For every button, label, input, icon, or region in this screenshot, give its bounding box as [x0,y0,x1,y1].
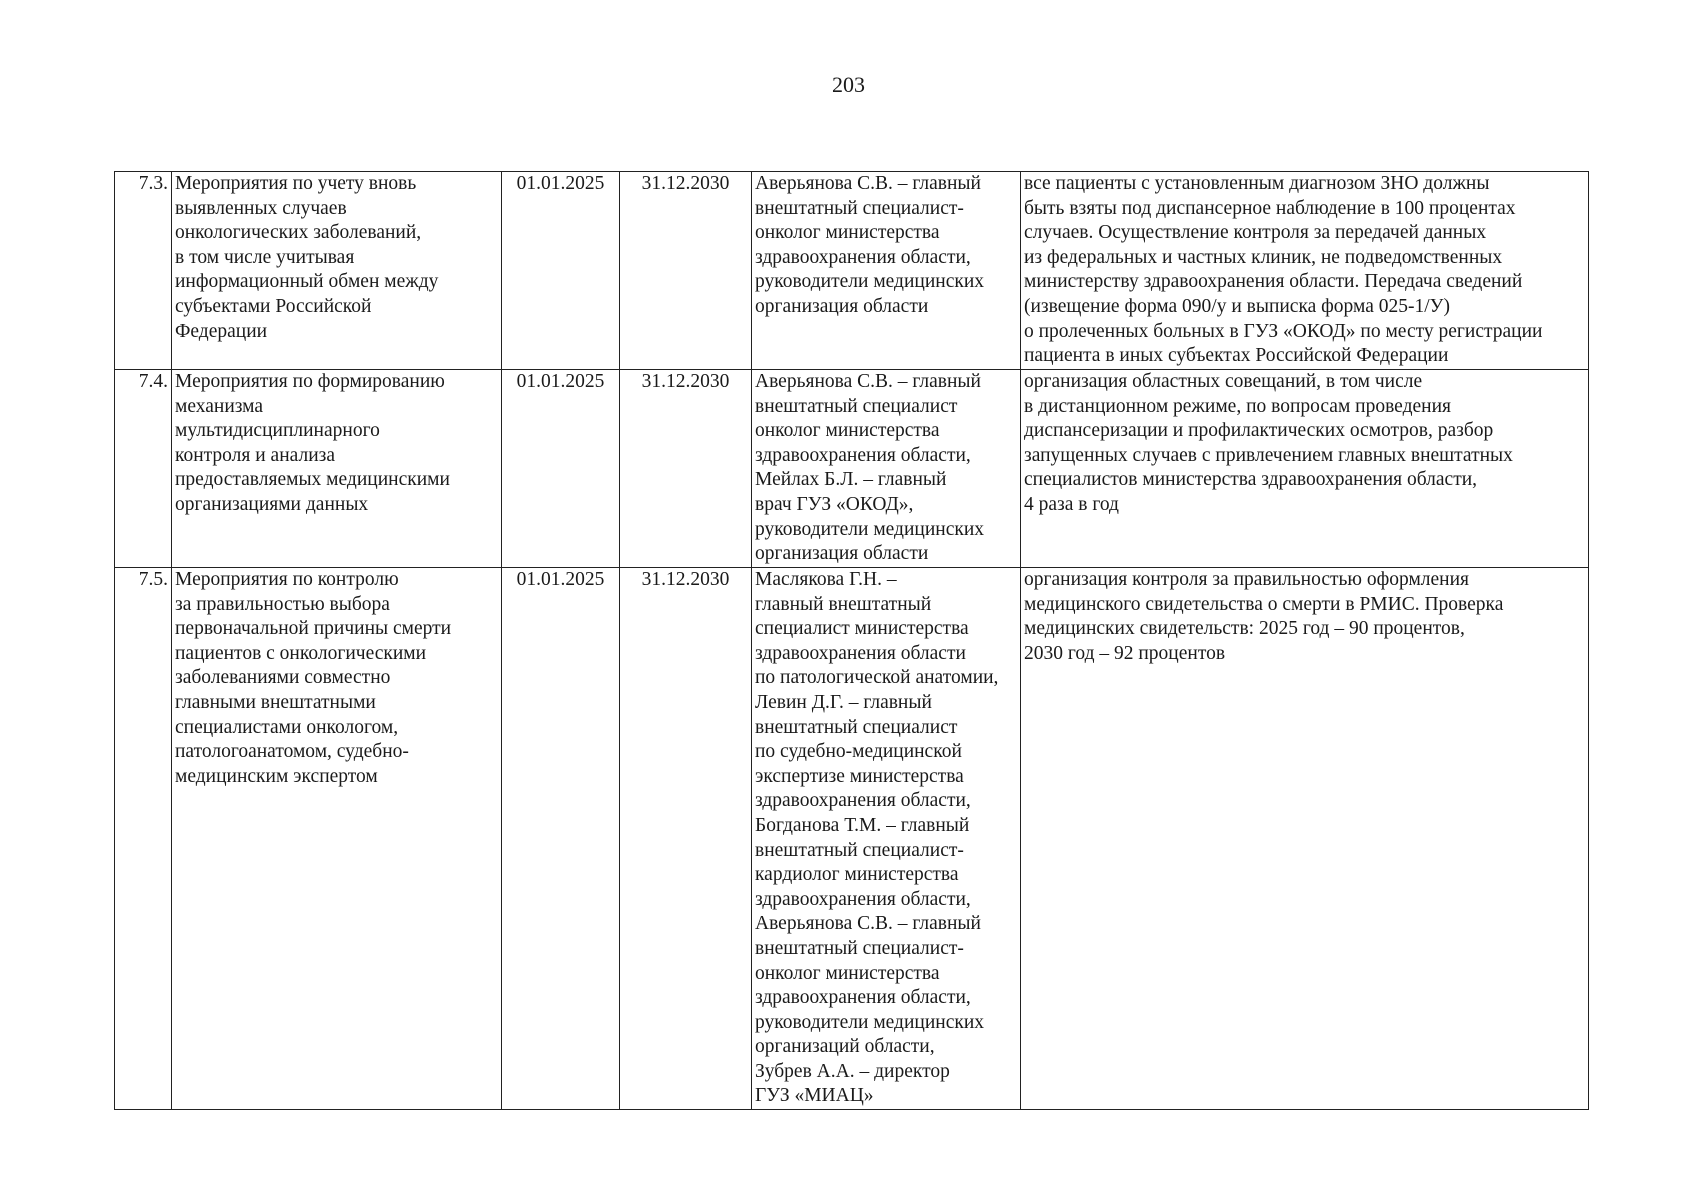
activity-name: Мероприятия по формированию механизма мультидисциплинарного контроля и анализа предоставляемых медицинскими организациями данных [172,370,502,568]
start-date: 01.01.2025 [502,568,620,1110]
end-date: 31.12.2030 [620,172,752,370]
start-date: 01.01.2025 [502,370,620,568]
page-number: 203 [832,72,865,97]
activities-table [114,171,1589,1110]
expected-result: организация областных совещаний, в том числе в дистанционном режиме, по вопросам проведения диспансеризации и профилактических осмотров, разбор запущенных случаев с привлечением главных внештатных специалистов министерства здравоохранения области, 4 раза в год [1021,370,1589,568]
table-row [115,172,1589,370]
row-number: 7.5. [115,568,172,1110]
responsible-persons: Аверьянова С.В. – главный внештатный специалист- онколог министерства здравоохранения области, руководители медицинских организация области [752,172,1021,370]
table-row [115,370,1589,568]
expected-result: все пациенты с установленным диагнозом ЗНО должны быть взяты под диспансерное наблюдение в 100 процентах случаев. Осуществление контроля за передачей данных из федеральных и частных клиник, не подведомственных министерству здравоохранения области. Передача сведений (извещение форма 090/у и выписка форма 025-1/У) о пролеченных больных в ГУЗ «ОКОД» по месту регистрации пациента в иных субъектах Российской Федерации [1021,172,1589,370]
responsible-persons: Маслякова Г.Н. – главный внештатный специалист министерства здравоохранения области по патологической анатомии, Левин Д.Г. – главный внештатный специалист по судебно-медицинской экспертизе министерства здравоохранения области, Богданова Т.М. – главный внештатный специалист- кардиолог министерства здравоохранения области, Аверьянова С.В. – главный внештатный специалист- онколог министерства здравоохранения области, руководители медицинских организаций области, Зубрев А.А. – директор ГУЗ «МИАЦ» [752,568,1021,1110]
end-date: 31.12.2030 [620,568,752,1110]
activity-name: Мероприятия по контролю за правильностью выбора первоначальной причины смерти пациентов с онкологическими заболеваниями совместно главными внештатными специалистами онкологом, патологоанатомом, судебно- медицинским экспертом [172,568,502,1110]
end-date: 31.12.2030 [620,370,752,568]
start-date: 01.01.2025 [502,172,620,370]
activity-name: Мероприятия по учету вновь выявленных случаев онкологических заболеваний, в том числе учитывая информационный обмен между субъектами Российской Федерации [172,172,502,370]
table-row [115,568,1589,1110]
expected-result: организация контроля за правильностью оформления медицинского свидетельства о смерти в РМИС. Проверка медицинских свидетельств: 2025 год – 90 процентов, 2030 год – 92 процентов [1021,568,1589,1110]
row-number: 7.4. [115,370,172,568]
row-number: 7.3. [115,172,172,370]
responsible-persons: Аверьянова С.В. – главный внештатный специалист онколог министерства здравоохранения области, Мейлах Б.Л. – главный врач ГУЗ «ОКОД», руководители медицинских организация области [752,370,1021,568]
